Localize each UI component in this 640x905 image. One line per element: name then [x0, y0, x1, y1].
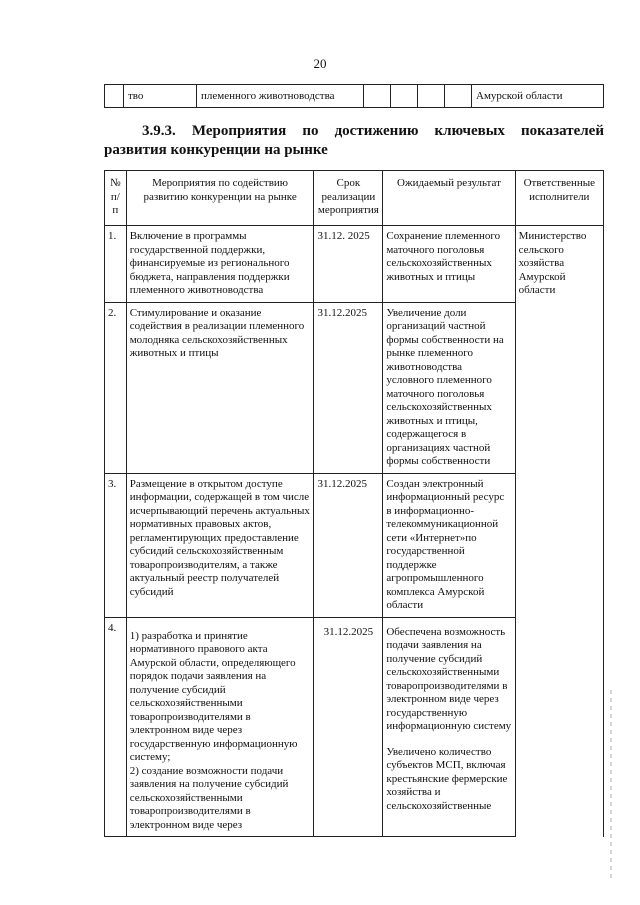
row-measure: Включение в программы государственной поддержки, финансируемые из регионального бюджета, направления поддержки племенного животноводства — [126, 226, 314, 303]
row-deadline: 31.12.2025 — [314, 617, 383, 837]
row-num: 3. — [105, 473, 127, 617]
heading-word: ключевых — [434, 123, 505, 139]
table-cell — [364, 85, 391, 108]
row-result: Увеличение доли организаций частной формы собственности на рынке племенного животноводства условного племенного маточного поголовья сельскохозяйственных животных и птицы, содержащегося в организациях частной формы собственности — [383, 302, 515, 473]
table-cell: тво — [124, 85, 197, 108]
row-deadline: 31.12.2025 — [314, 473, 383, 617]
heading-word: Мероприятия — [191, 123, 287, 139]
row-num: 4. — [105, 617, 127, 837]
row-measure — [126, 617, 314, 837]
header-measures: Мероприятия по содействию развитию конкуренции на рынке — [126, 171, 314, 226]
table-cell — [105, 85, 124, 108]
row-num: 1. — [105, 226, 127, 303]
scan-margin-marks — [610, 690, 612, 880]
row-result — [383, 617, 515, 837]
table-cell — [418, 85, 445, 108]
measure-part-1: 1) разработка и принятие нормативного правового акта Амурской области, определяющего порядок подачи заявления на получение субсидий сельскохозяйственными товаропроизводителями в электронном виде через государственную информационную систему; — [129, 629, 298, 763]
row-result: Сохранение племенного маточного поголовья сельскохозяйственных животных и птицы — [383, 226, 515, 303]
header-num: № п/п — [105, 171, 127, 226]
row-responsible: Министерство сельского хозяйства Амурской области — [515, 226, 603, 837]
table-row — [105, 226, 604, 303]
row-result: Создан электронный информационный ресурс в информационно-телекоммуникационной сети «Интернет»по государственной поддержке агропромышленного комплекса Амурской области — [383, 473, 515, 617]
table-cell — [391, 85, 418, 108]
row-deadline: 31.12. 2025 — [314, 226, 383, 303]
heading-line-2: развития конкуренции на рынке — [104, 142, 328, 158]
continuation-table-row — [104, 84, 604, 108]
header-responsible: Ответственные исполнители — [515, 171, 603, 226]
heading-word: достижению — [334, 123, 419, 139]
heading-word: 3.9.3. — [142, 123, 176, 139]
result-part-1: Обеспечена возможность подачи заявления на получение субсидий сельскохозяйственными товаропроизводителями в электронном виде через государственную информационную систему — [386, 625, 512, 732]
row-deadline: 31.12.2025 — [314, 302, 383, 473]
page-number: 20 — [313, 56, 327, 71]
table-cell: племенного животноводства — [197, 85, 364, 108]
heading-word: показателей — [521, 123, 604, 139]
header-deadline: Срок реализации мероприятия — [314, 171, 383, 226]
table-cell — [445, 85, 472, 108]
row-measure: Размещение в открытом доступе информации, содержащей в том числе исчерпывающий перечень актуальных нормативных правовых актов, регламентирующих предоставление субсидий сельскохозяйственным товаропроизводителям, а также актуальный реестр получателей субсидий — [126, 473, 314, 617]
heading-word: по — [302, 123, 319, 139]
measures-table — [104, 170, 604, 837]
section-heading — [104, 122, 604, 160]
table-cell: Амурской области — [472, 85, 604, 108]
header-result: Ожидаемый результат — [383, 171, 515, 226]
table-row — [105, 85, 604, 108]
row-num: 2. — [105, 302, 127, 473]
measure-part-2: 2) создание возможности подачи заявления на получение субсидий сельскохозяйственными товаропроизводителями в электронном виде через — [129, 764, 289, 831]
result-part-2: Увеличено количество субъектов МСП, включая крестьянские фермерские хозяйства и сельскохозяйственные — [386, 745, 508, 812]
table-header-row — [105, 171, 604, 226]
row-measure: Стимулирование и оказание содействия в реализации племенного молодняка сельскохозяйственных животных и птицы — [126, 302, 314, 473]
